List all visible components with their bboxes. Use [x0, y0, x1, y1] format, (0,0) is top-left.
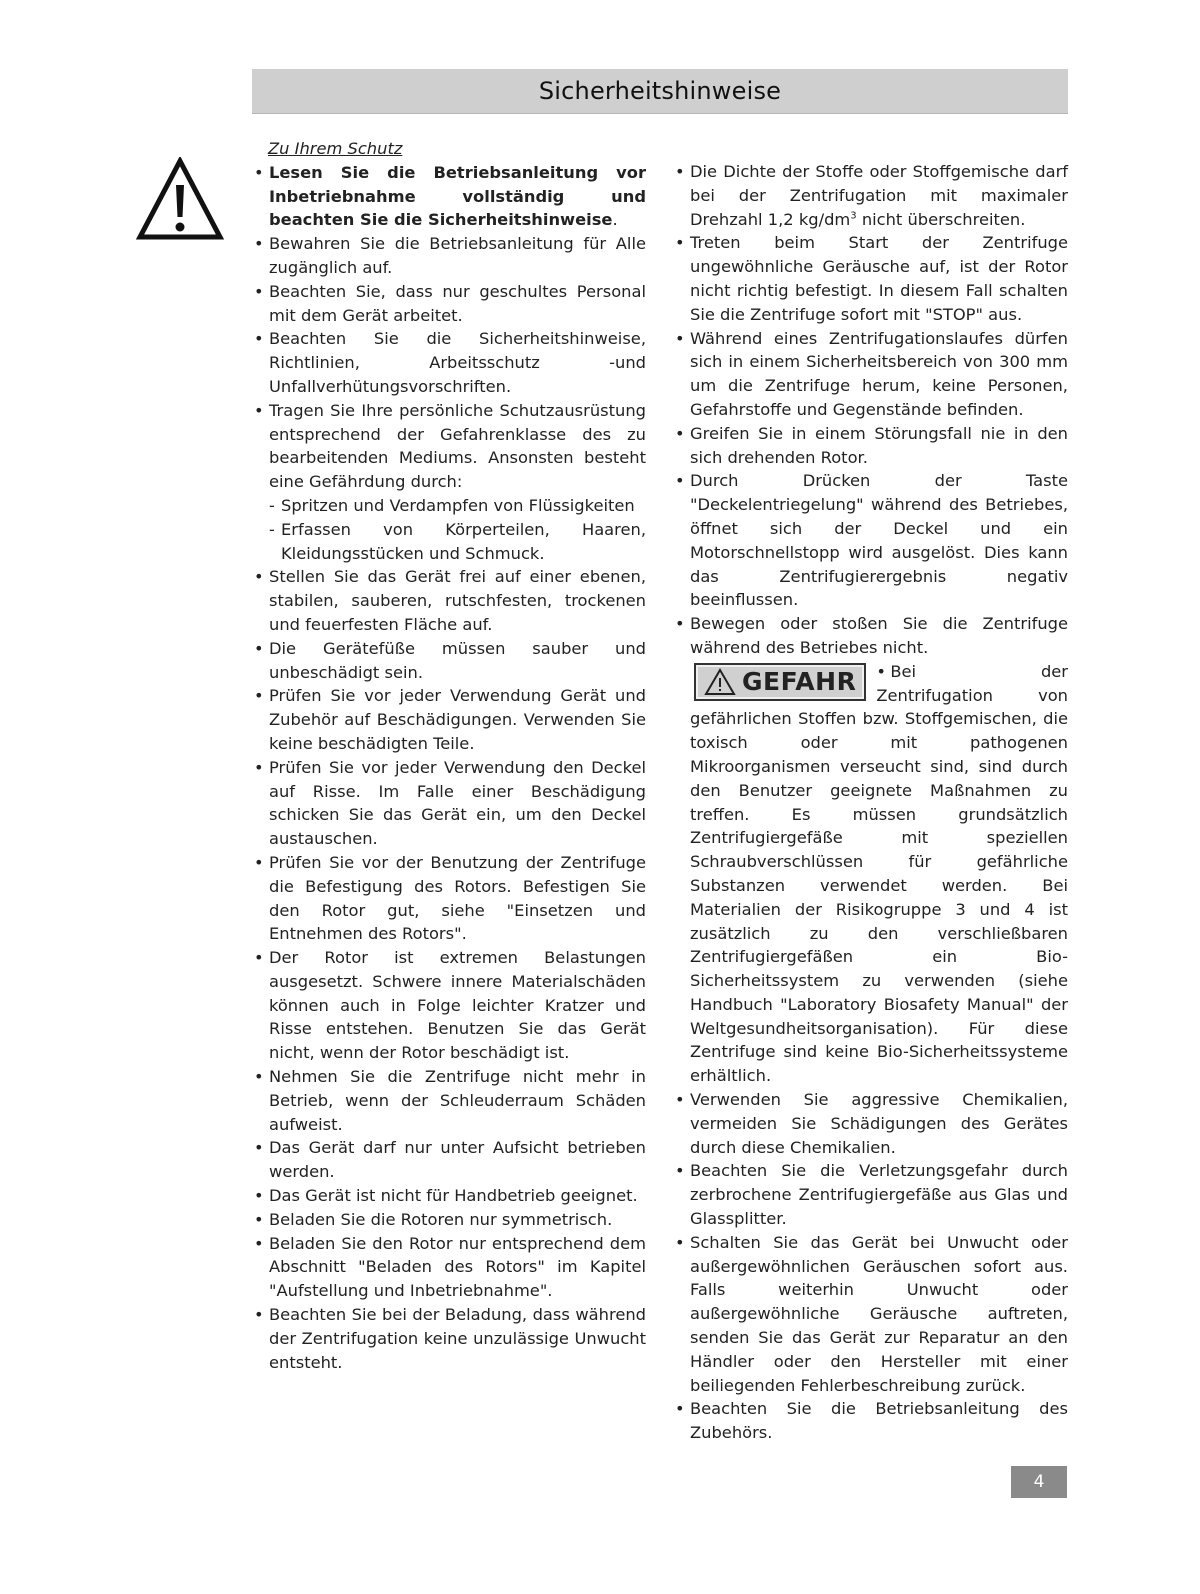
list-item: • Stellen Sie das Gerät frei auf einer ebenen, stabilen, sauberen, rutschfesten, trockenen und feuerfesten Fläche auf.	[252, 565, 646, 636]
warning-triangle-icon	[136, 157, 224, 243]
danger-label: GEFAHR	[742, 666, 857, 696]
danger-block	[673, 660, 1068, 1088]
list-item: • Prüfen Sie vor jeder Verwendung Gerät und Zubehör auf Beschädigungen. Verwenden Sie keine beschädigten Teile.	[252, 684, 646, 755]
list-item: • Beladen Sie den Rotor nur entsprechend dem Abschnitt "Beladen des Rotors" im Kapitel "Aufstellung und Inbetriebnahme".	[252, 1232, 646, 1303]
left-column	[252, 137, 646, 1374]
list-item: • Beachten Sie die Verletzungsgefahr durch zerbrochene Zentrifugiergefäße aus Glas und Glassplitter.	[673, 1159, 1068, 1230]
list-item: • Der Rotor ist extremen Belastungen ausgesetzt. Schwere innere Materialschäden können auch in Folge leichter Kratzer und Risse entstehen. Benutzen Sie das Gerät nicht, wenn der Rotor beschädigt ist.	[252, 946, 646, 1065]
list-item: • Bewahren Sie die Betriebsanleitung für Alle zugänglich auf.	[252, 232, 646, 280]
list-item: • Prüfen Sie vor der Benutzung der Zentrifuge die Befestigung des Rotors. Befestigen Sie den Rotor gut, siehe "Einsetzen und Entnehmen des Rotors".	[252, 851, 646, 946]
list-item: • Beladen Sie die Rotoren nur symmetrisch.	[252, 1208, 646, 1232]
danger-text: • Bei der Zentrifugation von gefährlichen Stoffen bzw. Stoffgemischen, die toxisch oder mit pathogenen Mikroorganismen verseucht sind, sind durch den Benutzer geeignete Maßnahmen zu treffen. Es müssen grundsätzlich Zentrifugiergefäße mit speziellen Schraubverschlüssen für gefährliche Substanzen verwendet werden. Bei Materialien der Risikogruppe 3 und 4 ist zusätzlich zu den verschließbaren Zentrifugiergefäßen ein Bio-Sicherheitssystem zu verwenden (siehe Handbuch "Laboratory Biosafety Manual" der Weltgesundheitsorganisation). Für diese Zentrifuge sind keine Bio-Sicherheitssysteme erhältlich.	[690, 662, 1068, 1086]
list-item: • Durch Drücken der Taste "Deckelentriegelung" während des Betriebes, öffnet sich der Deckel und ein Motorschnellstopp wird ausgelöst. Dies kann das Zentrifugierergebnis negativ beeinflussen.	[673, 469, 1068, 612]
page-number: 4	[1011, 1466, 1067, 1498]
intro-bold-text: Lesen Sie die Betriebsanleitung vor Inbetriebnahme vollständig und beachten Sie die Sicherheitshinweise	[269, 162, 646, 230]
list-item: • Schalten Sie das Gerät bei Unwucht oder außergewöhnlichen Geräuschen sofort aus. Falls weiterhin Unwucht oder außergewöhnliche Geräusche auftreten, senden Sie das Gerät zur Reparatur an den Händler oder den Hersteller mit einer beiliegenden Fehlerbeschreibung zurück.	[673, 1231, 1068, 1398]
list-item	[673, 160, 1068, 231]
density-text: Die Dichte der Stoffe oder Stoffgemische darf bei der Zentrifugation mit maximaler Drehzahl 1,2 kg/dm	[690, 162, 1068, 229]
list-item: • Das Gerät darf nur unter Aufsicht betrieben werden.	[252, 1136, 646, 1184]
list-item: • Während eines Zentrifugationslaufes dürfen sich in einem Sicherheitsbereich von 300 mm um die Zentrifuge herum, keine Personen, Gefahrstoffe und Gegenstände befinden.	[673, 327, 1068, 422]
list-item: • Prüfen Sie vor jeder Verwendung den Deckel auf Risse. Im Falle einer Beschädigung schicken Sie das Gerät ein, um den Deckel austauschen.	[252, 756, 646, 851]
danger-badge	[694, 663, 866, 701]
right-list-2	[673, 1088, 1068, 1445]
list-item: • Beachten Sie bei der Beladung, dass während der Zentrifugation keine unzulässige Unwucht entsteht.	[252, 1303, 646, 1374]
density-superscript: 3	[850, 210, 857, 222]
section-header	[252, 69, 1068, 114]
list-item: • Beachten Sie die Betriebsanleitung des Zubehörs.	[673, 1397, 1068, 1445]
list-item	[252, 399, 646, 566]
list-item: • Das Gerät ist nicht für Handbetrieb geeignet.	[252, 1184, 646, 1208]
danger-sign-icon	[704, 668, 736, 696]
list-item: • Beachten Sie, dass nur geschultes Personal mit dem Gerät arbeitet.	[252, 280, 646, 328]
left-list	[252, 161, 646, 1375]
list-item: • Greifen Sie in einem Störungsfall nie in den sich drehenden Rotor.	[673, 422, 1068, 470]
intro-end: .	[612, 210, 618, 230]
right-list	[673, 160, 1068, 660]
list-item	[252, 161, 646, 232]
list-item: • Treten beim Start der Zentrifuge ungewöhnliche Geräusche auf, ist der Rotor nicht richtig befestigt. In diesem Fall schalten Sie die Zentrifuge sofort mit "STOP" aus.	[673, 231, 1068, 326]
page-title: Sicherheitshinweise	[538, 77, 782, 105]
section-subtitle: Zu Ihrem Schutz	[268, 139, 403, 158]
list-item: • Verwenden Sie aggressive Chemikalien, vermeiden Sie Schädigungen des Gerätes durch diese Chemikalien.	[673, 1088, 1068, 1159]
dash-item: - Spritzen und Verdampfen von Flüssigkeiten	[269, 494, 646, 518]
list-item: • Beachten Sie die Sicherheitshinweise, Richtlinien, Arbeitsschutz -und Unfallverhütungsvorschriften.	[252, 327, 646, 398]
list-item: • Bewegen oder stoßen Sie die Zentrifuge während des Betriebes nicht.	[673, 612, 1068, 660]
density-text-end: nicht überschreiten.	[856, 209, 1026, 229]
right-column	[673, 160, 1068, 1445]
list-item-text: Tragen Sie Ihre persönliche Schutzausrüstung entsprechend der Gefahrenklasse des zu bearbeitenden Mediums. Ansonsten besteht eine Gefährdung durch:	[269, 400, 646, 492]
list-item: • Nehmen Sie die Zentrifuge nicht mehr in Betrieb, wenn der Schleuderraum Schäden aufweist.	[252, 1065, 646, 1136]
dash-item: - Erfassen von Körperteilen, Haaren, Kleidungsstücken und Schmuck.	[269, 518, 646, 566]
list-item: • Die Gerätefüße müssen sauber und unbeschädigt sein.	[252, 637, 646, 685]
